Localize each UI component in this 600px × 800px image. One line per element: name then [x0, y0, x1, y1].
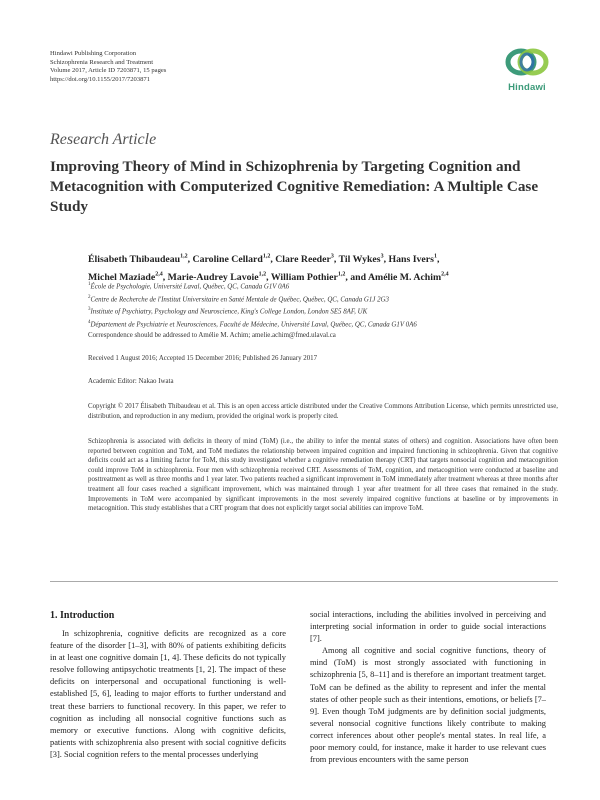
author-affiliation-mark: 3 — [380, 254, 384, 260]
publisher-name: Hindawi Publishing Corporation — [50, 50, 137, 57]
affiliation-mark: 2 — [88, 294, 91, 300]
article-type: Research Article — [50, 131, 157, 148]
affiliation — [88, 305, 558, 318]
author-affiliation-mark: 1,2 — [180, 254, 188, 260]
author-affiliation-mark: 2,4 — [155, 271, 163, 278]
section-heading: 1. Introduction — [50, 610, 115, 621]
author-affiliation-mark: 3 — [330, 254, 334, 260]
author-name: and Amélie M. Achim — [350, 271, 442, 283]
journal-name: Schizophrenia Research and Treatment — [50, 58, 154, 66]
author-affiliation-mark: 1,2 — [337, 271, 346, 278]
author: Marie-Audrey Lavoie$^{1,2}$, — [167, 271, 269, 283]
hindawi-logo-icon — [503, 43, 551, 81]
copyright-notice: Copyright © 2017 Élisabeth Thibaudeau et al. This is an open access article distributed under the Creative Commons Attribution License, which permits unrestricted use, distribution, and reproduction in any medium, provided the original work is properly cited. — [88, 403, 558, 420]
paragraph: In schizophrenia, cognitive deficits are recognized as a core feature of the disorder [1–3], with 80% of patients exhibiting deficits in at least one cognitive domain [1, 4]. These deficits do not typically resolve following antipsychotic treatments [1, 2]. The impact of these deficits on interpersonal and occupational functioning is well-established [5, 6], leading to major efforts to further understand and treat these barriers to functional recovery. In this paper, we refer to cognition as including all nonsocial cognitive functions such as memory or executive functions. Along with cognitive deficits, patients with schizophrenia also present with social cognitive deficits [3]. Social cognition refers to the mental processes underlying — [50, 629, 286, 759]
author: Til Wykes$^3$, — [338, 254, 387, 266]
affiliation-text: Institute of Psychiatry, Psychology and Neuroscience, King's College London, London SE5 8AF, UK — [90, 308, 368, 316]
author: Hans Ivers$^1$, — [388, 254, 440, 266]
abstract: Schizophrenia is associated with deficits in theory of mind (ToM) (i.e., the ability to infer the mental states of others) and cognition. Associations have often been reported between cognition and ToM, and ToM mediates the relationship between impaired cognition and impaired functioning in schizophrenia. Given that cognitive deficits could act as a limiting factor for ToM, this study investigated whether a cognitive remediation therapy (CRT) that targets nonsocial cognition and metacognition could improve ToM in schizophrenia. Four men with schizophrenia received CRT. Assessments of ToM, cognition, and metacognition were conducted at baseline and posttreatment as well as three months and 1 year later. Two patients reached a significant improvement in ToM immediately after treatment whereas at three months after treatment all four cases reached a significant improvement, which was maintained through 1 year after treatment for all three cases that remained in the study. Improvements in ToM were accompanied by significant improvements in the most severely impaired cognitive functions at baseline or by improvements in metacognition. This study establishes that a CRT program that does not explicitly target social abilities can improve ToM. — [88, 438, 558, 513]
affiliation-text: Département de Psychiatrie et Neurosciences, Faculté de Médecine, Université Laval, Québec, QC, Canada G1V 0A6 — [90, 321, 417, 329]
author-affiliation-mark: 2,4 — [441, 271, 449, 278]
hindawi-logo-text: Hindawi — [508, 82, 546, 93]
journal-doi[interactable]: https://doi.org/10.1155/2017/7203871 — [50, 75, 151, 83]
affiliation — [88, 318, 558, 331]
affiliation-mark: 4 — [88, 319, 91, 325]
author-affiliation-mark: 1,2 — [258, 271, 267, 278]
journal-info — [50, 50, 166, 84]
affiliation-text: École de Psychologie, Université Laval, Québec, QC, Canada G1V 0A6 — [90, 283, 290, 291]
author: Caroline Cellard$^{1,2}$, — [192, 254, 273, 266]
affiliation-text: Centre de Recherche de l'Institut Universitaire en Santé Mentale de Québec, Québec, QC, Canada G1J 2G3 — [90, 295, 389, 303]
right-column — [310, 609, 546, 766]
author-name: Caroline Cellard — [192, 254, 263, 266]
author: William Pothier$^{1,2}$, — [270, 271, 348, 283]
author-affiliation-mark: 1,2 — [262, 254, 271, 260]
author-name: William Pothier — [270, 271, 338, 283]
affiliation-mark: 1 — [88, 282, 91, 287]
author-name: Élisabeth Thibaudeau — [88, 254, 181, 266]
academic-editor: Academic Editor: Nakao Iwata — [88, 378, 174, 385]
article-title: Improving Theory of Mind in Schizophrenia by Targeting Cognition and Metacognition with Computerized Cognitive Remediation: A Multiple Case Study — [50, 158, 539, 215]
affiliation — [88, 293, 558, 306]
left-column — [50, 628, 286, 761]
author-name: Hans Ivers — [388, 254, 434, 266]
journal-volume: Volume 2017, Article ID 7203871, 15 pages — [50, 67, 167, 75]
correspondence: Correspondence should be addressed to Amélie M. Achim; amelie.achim@fmed.ulaval.ca — [88, 332, 336, 339]
affiliation-mark: 3 — [88, 307, 91, 313]
paragraph: social interactions, including the abilities involved in perceiving and interpreting social information in order to guide social interactions [7]. — [310, 610, 546, 644]
author-name: Til Wykes — [338, 254, 381, 266]
section-divider — [50, 581, 558, 582]
author-name: Clare Reeder — [275, 254, 331, 266]
affiliations — [88, 280, 558, 330]
author-affiliation-mark: 1 — [433, 254, 437, 260]
paragraph: Among all cognitive and social cognitive functions, theory of mind (ToM) is most strongly associated with functioning in schizophrenia [5, 8–11] and is therefore an important treatment target. ToM can be defined as the ability to represent and infer the mental states of other people such as their intentions, emotions, or beliefs [7–9]. Even though ToM judgments are by definition social judgments, several nonsocial cognitive functions likely contribute to making correct inferences about other people's mental states. In real life, a poor memory could, for instance, make it harder to use relevant cues from previous encounters with the same person — [310, 646, 546, 765]
author-name: Michel Maziade — [88, 271, 156, 283]
publication-dates: Received 1 August 2016; Accepted 15 December 2016; Published 26 January 2017 — [88, 355, 318, 362]
author: Michel Maziade$^{2,4}$, — [88, 271, 166, 283]
hindawi-logo — [497, 43, 557, 93]
author-name: Marie-Audrey Lavoie — [167, 271, 259, 283]
author: Clare Reeder$^3$, — [275, 254, 337, 266]
author: Élisabeth Thibaudeau$^{1,2}$, — [88, 254, 191, 266]
affiliation — [88, 280, 558, 293]
